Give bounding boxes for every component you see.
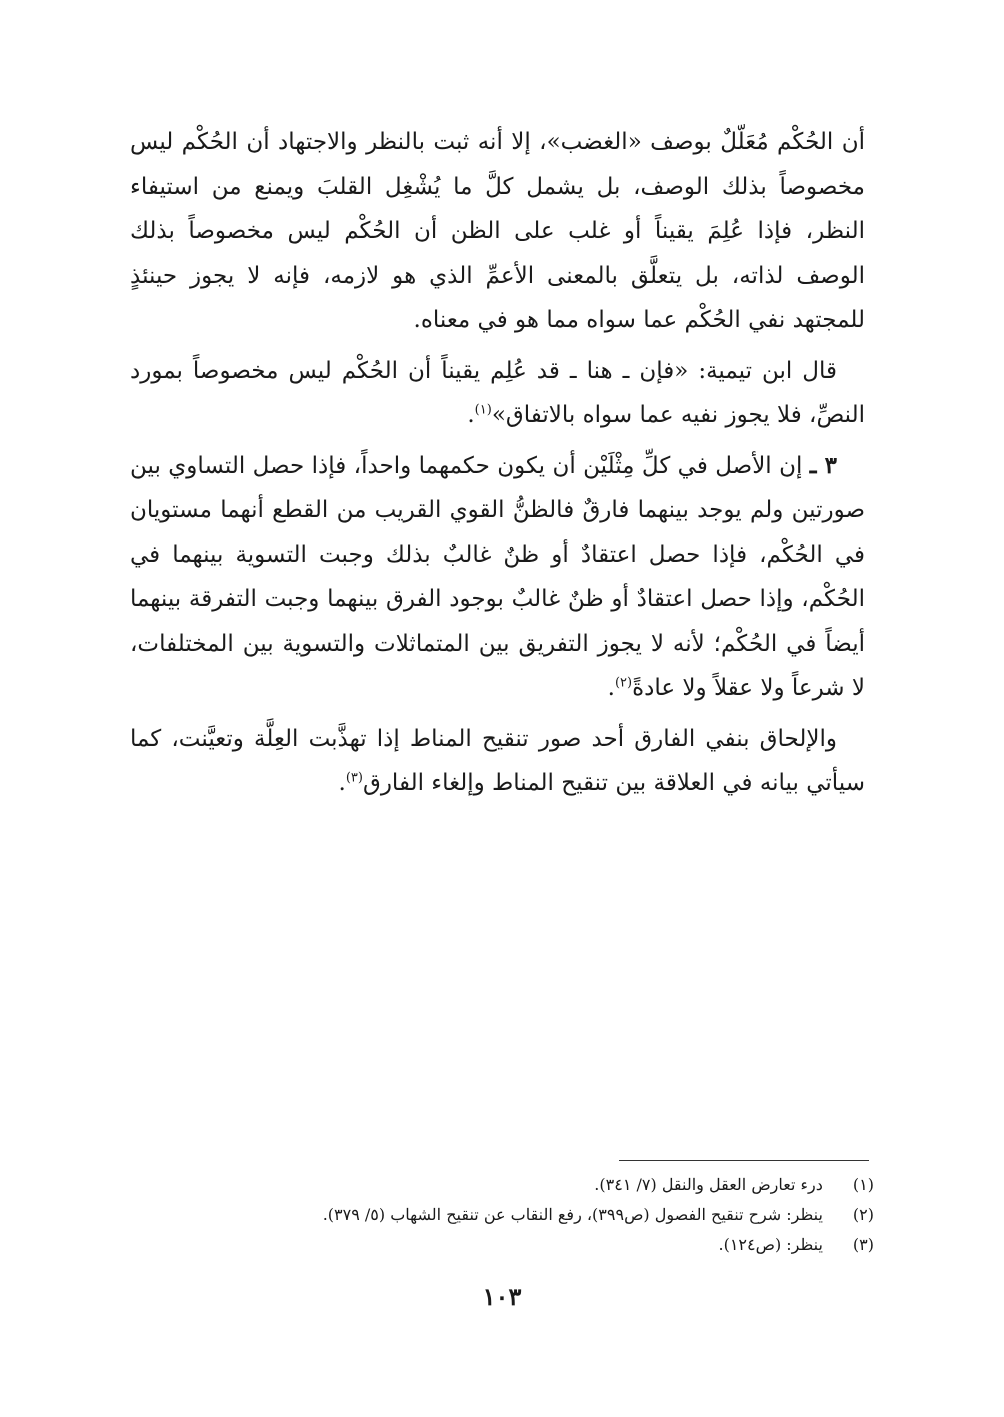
footnote-number: (١) [852,1175,874,1194]
footnote-text: ينظر: (ص١٢٤). [718,1235,823,1254]
footnote-number: (٣) [852,1235,874,1254]
paragraph-3-text: إن الأصل في كلِّ مِثْلَيْن أن يكون حكمهما واحداً، فإذا حصل التساوي بين صورتين ولم يوجد بينهما فارقٌ فالظنُّ القوي القريب من القطع أنهما مستويان في الحُكْم، فإذا حصل اعتقادٌ أو ظنٌ غالبٌ بذلك وجبت التسوية بينهما في الحُكْم، وإذا حصل اعتقادٌ أو ظنٌ غالبٌ بوجود الفرق بينهما وجبت التفرقة بينهما أيضاً في الحُكْم؛ لأنه لا يجوز التفريق بين المتماثلات والتسوية بين المختلفات، لا شرعاً ولا عقلاً ولا عادةً [130,452,865,701]
paragraph-4-text: والإلحاق بنفي الفارق أحد صور تنقيح المناط إذا تهذَّبت العِلَّة وتعيَّنت، كما سيأتي بيانه في العلاقة بين تنقيح المناط وإلغاء الفارق [130,725,865,796]
footnote-item [139,1200,874,1230]
paragraph-2-text: قال ابن تيمية: «فإن ـ هنا ـ قد عُلِم يقيناً أن الحُكْم ليس مخصوصاً بمورد النصِّ، فلا يجوز نفيه عما سواه بالاتفاق» [130,357,865,428]
footnote-number: (٢) [852,1205,874,1224]
paragraph-2 [130,349,865,438]
paragraph-1 [130,120,865,343]
footnote-divider [619,1160,869,1161]
paragraph-1-text: أن الحُكْم مُعَلّلٌ بوصف «الغضب»، إلا أنه ثبت بالنظر والاجتهاد أن الحُكْم ليس مخصوصاً بذلك الوصف، بل يشمل كلَّ ما يُشْغِل القلبَ ويمنع من استيفاء النظر، فإذا عُلِمَ يقيناً أو غلب على الظن أن الحُكْم ليس مخصوصاً بذلك الوصف لذاته، بل يتعلَّق بالمعنى الأعمِّ الذي هو لازمه، فإنه لا يجوز حينئذٍ للمجتهد نفي الحُكْم عما سواه مما هو في معناه. [130,129,865,333]
footnote-ref-3: (٣) [345,770,363,786]
footnote-text: درء تعارض العقل والنقل (٧/ ٣٤١). [594,1175,823,1194]
paragraph-4-tail: . [338,770,346,796]
page-number: ١٠٣ [482,1282,522,1311]
footnote-ref-1: (١) [474,402,492,418]
footnote-item [139,1230,874,1260]
paragraph-2-tail: . [467,402,475,428]
footnotes [139,1170,874,1260]
paragraph-4 [130,717,865,806]
footnote-item [139,1170,874,1200]
paragraph-3 [130,444,865,711]
paragraph-3-number: ٣ ـ [809,451,837,479]
footnote-text: ينظر: شرح تنقيح الفصول (ص٣٩٩)، رفع النقاب عن تنقيح الشهاب (٥/ ٣٧٩). [322,1205,823,1224]
footnote-ref-2: (٢) [614,675,633,691]
main-text [130,120,865,812]
paragraph-3-tail: . [607,675,615,701]
